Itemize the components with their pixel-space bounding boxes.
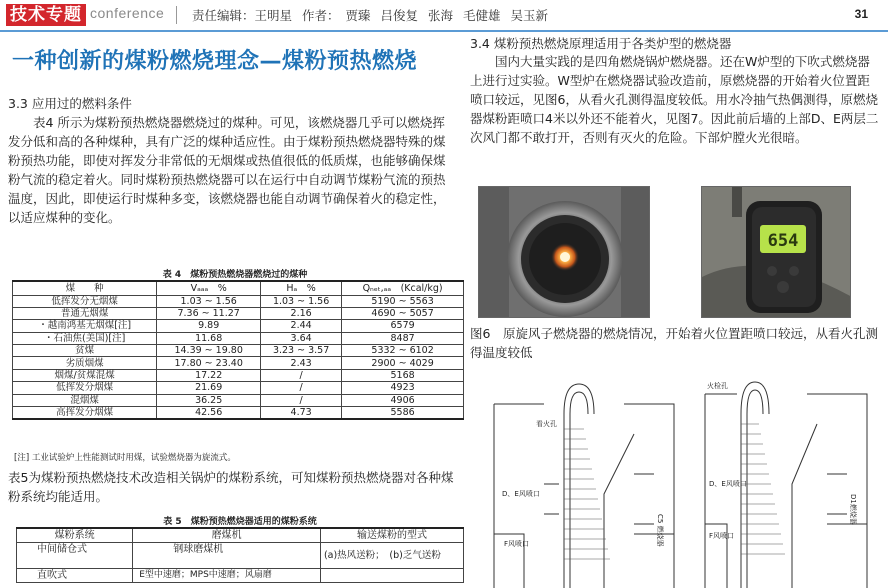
author-name: 吴玉新 (510, 8, 549, 23)
table-header: 煤 种 (13, 281, 157, 295)
diagram-label: D、E风喷口 (709, 480, 747, 488)
table-header: 磨煤机 (133, 528, 321, 543)
page-number: 31 (854, 7, 868, 21)
table-cell: 5332 ~ 6102 (342, 345, 464, 357)
table-header: 煤粉系统 (17, 528, 133, 543)
table-cell: 高挥发分烟煤 (13, 407, 157, 420)
table-row (13, 407, 464, 420)
table4-caption: 表 4 煤粉预热燃烧器燃烧过的煤种 (162, 270, 308, 280)
section-brand-badge: 技术专题 (6, 4, 86, 26)
table-header: Hₐ % (261, 281, 342, 295)
table4-coal-types (12, 280, 464, 420)
table-cell: 8487 (342, 332, 464, 344)
table-cell: 3.64 (261, 332, 342, 344)
table5-pulverizing-systems (16, 527, 464, 583)
table-cell: 3.23 ~ 3.57 (261, 345, 342, 357)
author-name: 张海 (428, 8, 454, 23)
paragraph-burner-types: 国内大量实践的是四角燃烧锅炉燃烧器。还在W炉型的下吹式燃烧器上进行过实验。W型炉在燃烧器试验改造前，原燃烧器的开始着火位置距喷口较远，见图6，从看火孔测得温度较低。用水冷抽气热偶测得，原燃烧器煤粉距喷口4米以外还不能着火，见图7。因此前后墙的上部D、E两层二次风门都不敢打开，否则有灭火的危险。下部炉膛火光很暗。 (470, 54, 879, 145)
table-row (13, 382, 464, 394)
table-cell: 42.56 (157, 407, 261, 420)
section-heading-3-4: 3.4 煤粉预热燃烧原理适用于各类炉型的燃烧器 (470, 36, 732, 51)
table-cell: 2.43 (261, 357, 342, 369)
table-cell: 低挥发分无烟煤 (13, 295, 157, 307)
table-cell: 2900 ~ 4029 (342, 357, 464, 369)
burner-diagram-right (697, 374, 875, 588)
table-cell: 低挥发分烟煤 (13, 382, 157, 394)
diagram-label: D1燃烧器 (849, 494, 857, 525)
paragraph-coal-systems: 表5为煤粉预热燃烧技术改造相关锅炉的煤粉系统，可知煤粉预热燃烧器对各种煤粉系统均能适用。 (8, 470, 454, 504)
table-cell: 4690 ~ 5057 (342, 307, 464, 319)
header-separator (176, 6, 177, 24)
table-cell: 5168 (342, 369, 464, 381)
table-cell: 中间储仓式 (17, 543, 133, 569)
table-cell: 5586 (342, 407, 464, 420)
table-row (13, 345, 464, 357)
burner-diagram-left (484, 374, 684, 588)
diagram-label: 看火孔 (536, 420, 557, 428)
table-row (13, 369, 464, 381)
table-cell: 1.03 ~ 1.56 (157, 295, 261, 307)
table-cell: 普通无烟煤 (13, 307, 157, 319)
table-cell: 劣质烟煤 (13, 357, 157, 369)
credits (192, 6, 554, 24)
table-cell: 4923 (342, 382, 464, 394)
table-cell: 1.03 ~ 1.56 (261, 295, 342, 307)
table-row (13, 295, 464, 307)
table-header: Qₙₑₜ,ₐₐ (Kcal/kg) (342, 281, 464, 295)
diagram-label: C5 燃烧器 (656, 514, 664, 547)
diagram-label: 火检孔 (707, 382, 728, 390)
diagram-label: F风喷口 (709, 532, 735, 540)
figure6-caption: 图6 原旋风子燃烧器的燃烧情况，开始着火位置距喷口较远，从看火孔测得温度较低 (470, 326, 878, 360)
table-cell: ・越南鸿基无烟煤[注] (13, 320, 157, 332)
table-cell: 17.80 ~ 23.40 (157, 357, 261, 369)
table-cell: 14.39 ~ 19.80 (157, 345, 261, 357)
temperature-meter-photo (701, 186, 851, 318)
table-row (17, 543, 464, 569)
table-cell: 6579 (342, 320, 464, 332)
table-cell: 21.69 (157, 382, 261, 394)
burner-schematic-left (484, 374, 684, 588)
author-name: 贾臻 (345, 8, 371, 23)
paragraph-fuel-conditions: 表4 所示为煤粉预热燃烧器燃烧过的煤种。可见，该燃烧器几乎可以燃烧挥发分低和高的各种煤种，具有广泛的煤种适应性。由于煤粉预热燃烧器特殊的煤粉预热功能，即使对挥发分非常低的无烟煤或热值很低的低质煤，也能够确保煤粉气流的稳定着火。同时煤粉预热燃烧器可以在运行中自动调节煤粉气流的预热温度，因此，即使运行时煤种多变，该燃烧器也能自动调节确保着火的稳定性，以适应煤种的变化。 (8, 115, 446, 225)
editor-credit: 责任编辑：王明星 (192, 8, 293, 23)
header-rule (0, 30, 888, 32)
table-cell: 混烟煤 (13, 394, 157, 406)
table-cell: 钢球磨煤机 (133, 543, 321, 569)
table-cell: 2.44 (261, 320, 342, 332)
meter-reading: 654 (767, 231, 799, 251)
table-cell: 9.89 (157, 320, 261, 332)
authors-label: 作者： (302, 8, 340, 23)
conference-label: conference (90, 5, 165, 21)
table-cell: 5190 ~ 5563 (342, 295, 464, 307)
table-row (13, 320, 464, 332)
diagram-label: D、E风喷口 (502, 490, 540, 498)
table-cell: 7.36 ~ 11.27 (157, 307, 261, 319)
table-cell: 4.73 (261, 407, 342, 420)
flame-observation-photo (478, 186, 650, 318)
table-row (13, 357, 464, 369)
burner-schematic-right (697, 374, 875, 588)
article-title: 一种创新的煤粉燃烧理念—煤粉预热燃烧 (12, 49, 418, 74)
table-header: Vₐₐₐ % (157, 281, 261, 295)
meter-photo-graphic (702, 187, 851, 318)
table-cell: 36.25 (157, 394, 261, 406)
table-cell: 17.22 (157, 369, 261, 381)
table-cell: / (261, 382, 342, 394)
author-name: 吕俊复 (380, 8, 419, 23)
table-row (13, 332, 464, 344)
table-header: 输送煤粉的型式 (320, 528, 463, 543)
table-cell: (a)热风送粉； (b)乏气送粉 (320, 543, 463, 569)
table-cell: 4906 (342, 394, 464, 406)
table-row (13, 307, 464, 319)
table-row (13, 394, 464, 406)
table-cell: 贫煤 (13, 345, 157, 357)
table-row (17, 569, 464, 583)
diagram-label: F风喷口 (504, 540, 530, 548)
table-cell (320, 569, 463, 583)
table5-caption: 表 5 煤粉预热燃烧器适用的煤粉系统 (163, 517, 317, 527)
table-cell: 烟煤/贫煤混煤 (13, 369, 157, 381)
section-heading-3-3: 3.3 应用过的燃料条件 (8, 96, 132, 111)
table4-note: [注] 工业试验炉上性能测试时用煤，试验燃烧器为旋流式。 (14, 453, 236, 463)
table-cell: ・石油焦(美国)[注] (13, 332, 157, 344)
table-cell: / (261, 369, 342, 381)
flame-photo-graphic (479, 187, 650, 318)
table-cell: / (261, 394, 342, 406)
table-cell: 直吹式 (17, 569, 133, 583)
author-name: 毛健雄 (463, 8, 501, 23)
table-cell: E型中速磨；MPS中速磨；风扇磨 (133, 569, 321, 583)
table-cell: 2.16 (261, 307, 342, 319)
table-cell: 11.68 (157, 332, 261, 344)
